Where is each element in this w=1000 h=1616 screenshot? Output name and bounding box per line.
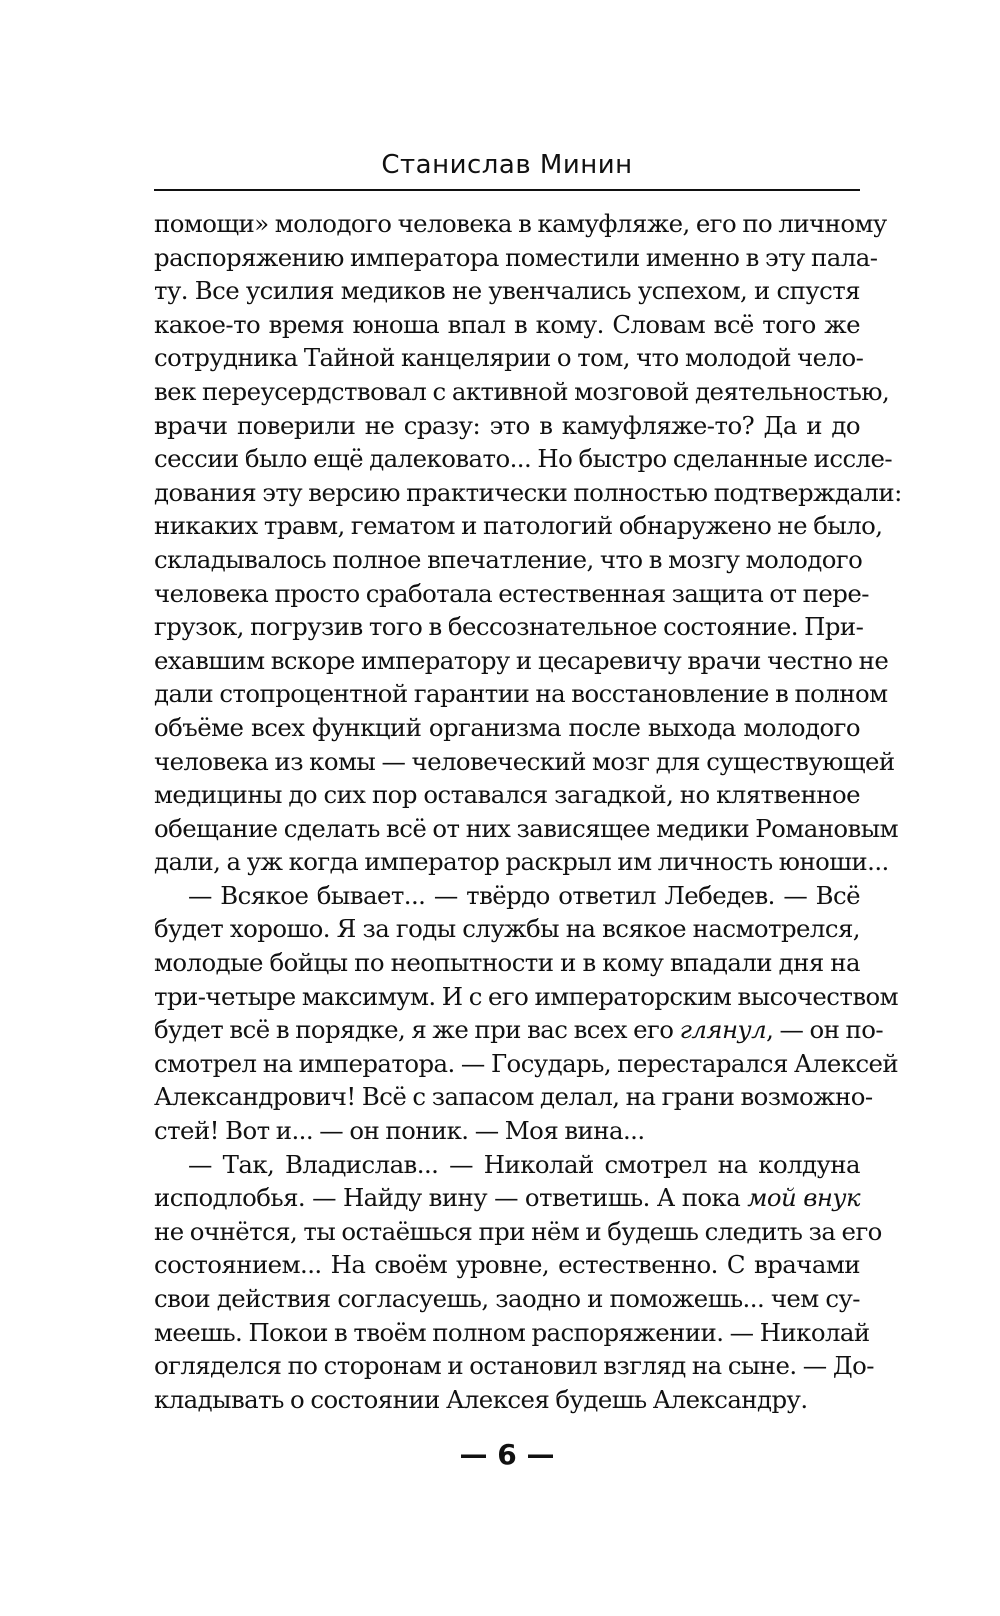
text-line: врачи поверили не сразу: это в камуфляже-то? Да и до: [154, 410, 860, 440]
text-line: — Всякое бывает... — твёрдо ответил Лебедев. — Всё: [188, 880, 860, 910]
text-line: меешь. Покои в твоём полном распоряжении. — Николай: [154, 1317, 870, 1347]
text-line: ехавшим вскоре императору и цесаревичу врачи честно не: [154, 645, 889, 675]
text-line: — Так, Владислав... — Николай смотрел на колдуна: [188, 1149, 860, 1179]
text-line: смотрел на императора. — Государь, перестарался Алексей: [154, 1048, 899, 1078]
text-line: грузок, погрузив того в бессознательное состояние. При-: [154, 612, 864, 642]
text-line: не очнётся, ты остаёшься при нём и будешь следить за его: [154, 1216, 882, 1246]
text-line: свои действия согласуешь, заодно и поможешь... чем су-: [154, 1284, 860, 1313]
italic-run: мой внук: [747, 1183, 860, 1213]
running-head-author: Станислав Минин: [381, 150, 633, 180]
text-line: будет хорошо. Я за годы службы на всякое насмотрелся,: [154, 914, 860, 944]
text-line: объёме всех функций организма после выхода молодого: [154, 712, 860, 742]
body-text: [154, 207, 902, 1416]
text-line: стей! Вот и... — он поник. — Моя вина...: [154, 1116, 645, 1146]
text-line-mixed: [154, 1181, 860, 1215]
text-line: складывалось полное впечатление, что в мозгу молодого: [154, 544, 863, 574]
text-line: Александрович! Всё с запасом делал, на грани возможно-: [154, 1082, 873, 1112]
text-line: кладывать о состоянии Алексея будешь Александру.: [154, 1384, 808, 1414]
text-line: молодые бойцы по неопытности и в кому впадали дня на: [154, 948, 860, 978]
text-line: помощи» молодого человека в камуфляже, его по личному: [154, 209, 887, 238]
text-run: будет всё в порядке, я же при вас всех его: [154, 1015, 680, 1045]
text-line: какое-то время юноша впал в кому. Словам всё того же: [154, 309, 860, 339]
text-line: сессии было ещё далековато... Но быстро сделанные иссле-: [154, 444, 893, 474]
text-line: ту. Все усилия медиков не увенчались успехом, и спустя: [154, 276, 860, 306]
text-line: состоянием... На своём уровне, естественно. С врачами: [154, 1250, 860, 1280]
page-number: — 6 —: [459, 1438, 555, 1471]
text-line: век переусердствовал с активной мозговой деятельностью,: [154, 376, 890, 406]
italic-run: глянул: [679, 1015, 767, 1045]
text-line: дали стопроцентной гарантии на восстановление в полном: [154, 679, 888, 709]
text-line: человека из комы — человеческий мозг для существующей: [154, 746, 895, 776]
text-line: огляделся по сторонам и остановил взгляд на сыне. — До-: [154, 1351, 874, 1381]
text-line: человека просто сработала естественная защита от пере-: [154, 578, 869, 608]
header-rule: [154, 189, 860, 191]
text-run: , — он по-: [766, 1015, 884, 1045]
text-line: распоряжению императора поместили именно в эту пала-: [154, 242, 878, 272]
text-line: дали, а уж когда император раскрыл им личность юноши...: [154, 847, 889, 877]
text-line: три-четыре максимум. И с его императорским высочеством: [154, 981, 899, 1011]
text-line: медицины до сих пор оставался загадкой, но клятвенное: [154, 780, 860, 810]
text-line: никаких травм, гематом и патологий обнаружено не было,: [154, 511, 883, 541]
text-line: дования эту версию практически полностью подтверждали:: [154, 477, 902, 507]
text-run: исподлобья. — Найду вину — ответишь. А пока: [154, 1183, 748, 1213]
text-line: сотрудника Тайной канцелярии о том, что молодой чело-: [154, 343, 864, 373]
text-line: обещание сделать всё от них зависящее медики Романовым: [154, 813, 899, 843]
text-line-mixed: [154, 1013, 884, 1047]
